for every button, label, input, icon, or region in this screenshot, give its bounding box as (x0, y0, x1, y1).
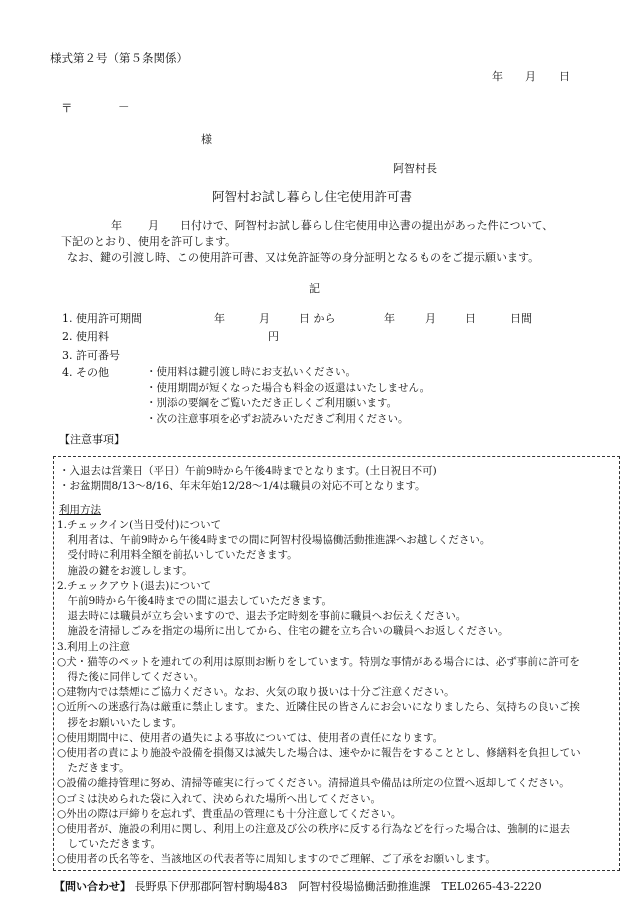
usage-line: ○設備の維持管理に努め、清掃等確実に行ってください。清掃道具や備品は所定の位置へ返却してください。 (57, 777, 570, 790)
usage-line: ○使用者の責により施設や設備を損傷又は滅失した場合は、速やかに報告をすることとし、修繕料を負担してい (57, 747, 581, 759)
usage-line: 受付時に利用料全額を前払いしていただきます。 (57, 549, 298, 562)
intro-month: 月 (148, 219, 159, 232)
other-note: ・使用料は鍵引渡し時にお支払いください。 (146, 366, 356, 378)
usage-line: ○ゴミは決められた袋に入れて、決められた場所へ出してください。 (57, 792, 381, 805)
item1-year1: 年 (214, 312, 225, 325)
item1-month1: 月 (259, 312, 270, 325)
usage-line: ○近所への迷惑行為は厳重に禁止します。また、近隣住民の皆さんにお会いになりましたら、気持ちの良いご挨 (57, 701, 580, 714)
usage-line: 3.利用上の注意 (57, 640, 131, 653)
intro-line3: なお、鍵の引渡し時、この使用許可書、又は免許証等の身分証明となるものをご提示願います。 (67, 251, 540, 264)
recipient-honorific: 様 (201, 133, 212, 146)
contact-label: 【問い合わせ】 (54, 880, 131, 893)
date-year: 年 (492, 70, 503, 83)
usage-line: 退去時には職員が立ち会いますので、退去予定時刻を事前に職員へお伝えください。 (57, 610, 467, 623)
usage-line: ○使用期間中に、使用者の過失による事故については、使用者の責任になります。 (57, 731, 444, 744)
usage-line: 2.チェックアウト(退去)について (57, 579, 212, 592)
usage-heading: 利用方法 (59, 504, 101, 516)
notes-heading: 【注意事項】 (59, 433, 125, 446)
contact-line (54, 881, 542, 892)
document-title: 阿智村お試し暮らし住宅使用許可書 (212, 189, 413, 204)
item1-day1: 日 から (299, 312, 336, 325)
ki-mark: 記 (309, 282, 320, 295)
usage-line: ○外出の際は戸締りを忘れず、貴重品の管理にも十分注意してください。 (57, 807, 402, 820)
usage-line: 午前9時から午後4時までの間に退去していただきます。 (57, 595, 333, 607)
other-note: ・次の注意事項を必ずお読みいただきご利用ください。 (146, 413, 409, 425)
usage-line: ○建物内では禁煙にご協力ください。なお、火気の取り扱いは十分ご注意ください。 (57, 686, 455, 699)
item2-unit: 円 (268, 330, 279, 343)
usage-line: ○使用者が、施設の利用に関し、利用上の注意及び公の秩序に反する行為などを行った場合は、強制的に退去 (57, 823, 571, 835)
issuer: 阿智村長 (393, 162, 437, 175)
usage-line: ○犬・猫等のペットを連れての利用は原則お断りをしています。特別な事情がある場合には、必ず事前に許可を (57, 655, 580, 668)
other-note: ・使用期間が短くなった場合も料金の返還はいたしません。 (146, 382, 431, 394)
item2-label: 2. 使用料 (62, 330, 109, 343)
usage-line: 得た後に同伴してください。 (57, 671, 204, 683)
intro-line1: 日付けで、阿智村お試し暮らし住宅使用申込書の提出があった件について、 (180, 219, 554, 232)
usage-line: 拶をお願いいたします。 (57, 716, 183, 729)
hours-note: ・入退去は営業日（平日）午前9時から午後4時までとなります。(土日祝日不可) (59, 465, 437, 477)
postal-dash: － (118, 100, 130, 114)
date-month: 月 (525, 70, 536, 83)
date-day: 日 (559, 70, 570, 83)
form-number: 様式第２号（第５条関係） (50, 51, 188, 65)
postal-mark: 〒 (61, 101, 73, 115)
item3-label: 3. 許可番号 (62, 349, 120, 362)
intro-line2: 下記のとおり、使用を許可します。 (61, 235, 237, 248)
usage-line: していただきます。 (57, 838, 162, 851)
item1-day2: 日 (465, 312, 476, 325)
usage-line: 施設を清掃しごみを指定の場所に出してから、住宅の鍵を立ち合いの職員へお返しください。 (57, 625, 509, 638)
item1-days: 日間 (510, 312, 532, 325)
usage-line: ただきます。 (57, 762, 130, 775)
other-note: ・別添の要綱をご覧いただき正しくご利用願います。 (146, 397, 398, 409)
usage-line: 1.チェックイン(当日受付)について (57, 519, 222, 531)
intro-year: 年 (111, 219, 122, 232)
hours-note: ・お盆期間8/13～8/16、年末年始12/28～1/4は職員の対応不可となります。 (59, 480, 426, 492)
contact-text: 長野県下伊那郡阿智村駒場483 阿智村役場協働活動推進課 TEL0265-43-2220 (134, 880, 542, 893)
item1-month2: 月 (425, 312, 436, 325)
usage-line: 利用者は、午前9時から午後4時までの間に阿智村役場協働活動推進課へお越しください。 (57, 534, 491, 547)
usage-line: ○使用者の氏名等を、当該地区の代表者等に周知しますのでご理解、ご了承をお願いします。 (57, 853, 496, 866)
item1-label: 1. 使用許可期間 (62, 312, 142, 325)
usage-line: 施設の鍵をお渡しします。 (57, 564, 193, 577)
item4-label: 4. その他 (62, 366, 109, 379)
item1-year2: 年 (384, 312, 395, 325)
